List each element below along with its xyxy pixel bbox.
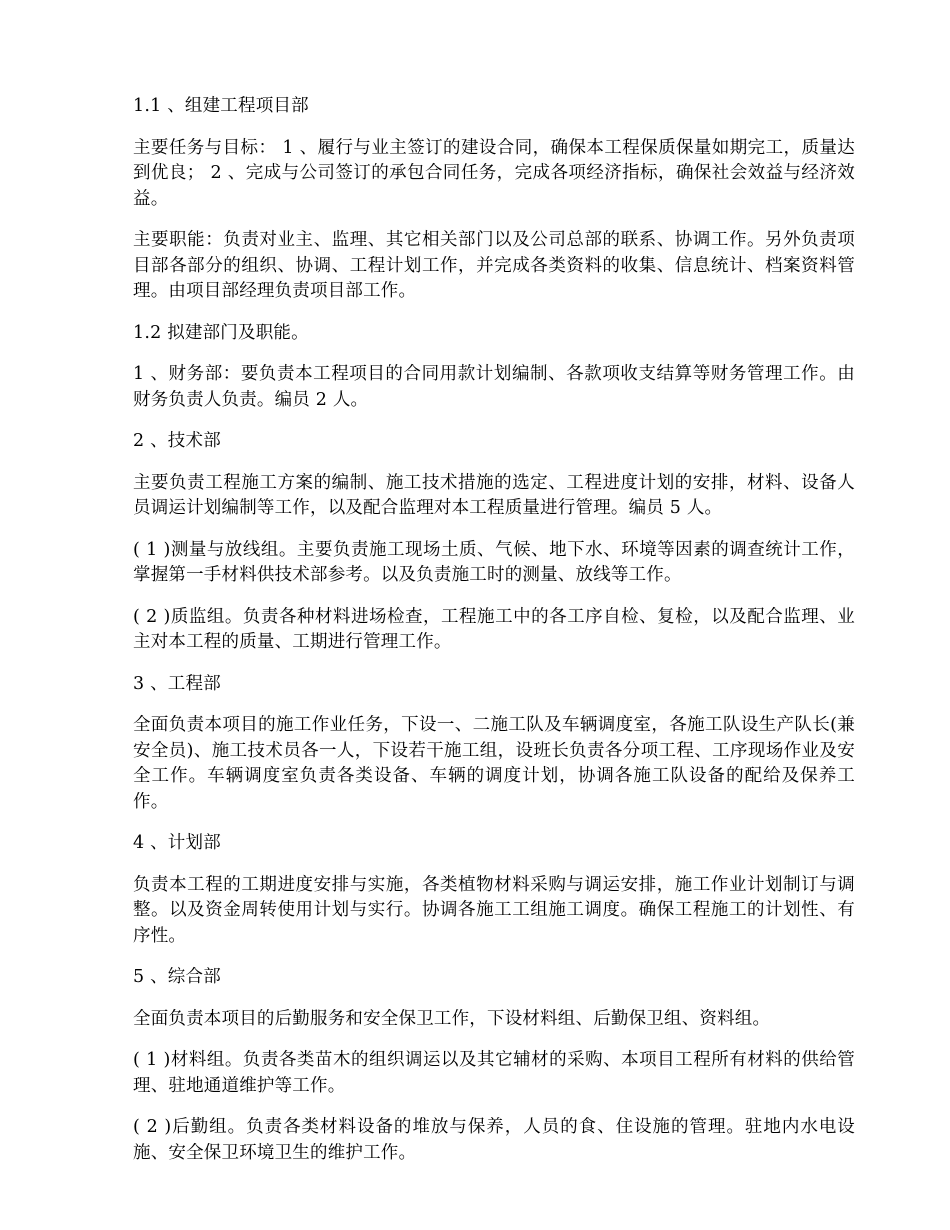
section-heading-1-1: 1.1 、组建工程项目部 xyxy=(133,96,309,116)
planning-dept-paragraph: 负责本工程的工期进度安排与实施，各类植物材料采购与调运安排，施工作业计划制订与调整。以及资金周转使用计划与实行。协调各施工工组施工调度。确保工程施工的计划性、有序性。 xyxy=(133,874,855,946)
general-dept-paragraph: 全面负责本项目的后勤服务和安全保卫工作，下设材料组、后勤保卫组、资料组。 xyxy=(133,1008,771,1029)
quality-group-paragraph: ( 2 )质监组。负责各种材料进场检查，工程施工中的各工序自检、复检，以及配合监理、业主对本工程的质量、工期进行管理工作。 xyxy=(133,606,855,652)
section-heading-1-2: 1.2 拟建部门及职能。 xyxy=(133,322,309,343)
engineering-dept-paragraph: 全面负责本项目的施工作业任务，下设一、二施工队及车辆调度室，各施工队设生产队长(兼安全员)、施工技术员各一人，下设若干施工组，设班长负责各分项工程、工序现场作业及安全工作。车辆调度室负责各类设备、车辆的调度计划，协调各施工队设备的配给及保养工作。 xyxy=(133,715,855,812)
main-functions-paragraph: 主要职能：负责对业主、监理、其它相关部门以及公司总部的联系、协调工作。另外负责项目部各部分的组织、协调、工程计划工作，并完成各类资料的收集、信息统计、档案资料管理。由项目部经理负责项目部工作。 xyxy=(133,230,855,301)
engineering-dept-heading: 3 、工程部 xyxy=(133,673,221,694)
document-body xyxy=(133,94,855,1182)
planning-dept-heading: 4 、计划部 xyxy=(133,833,221,853)
survey-group-paragraph: ( 1 )测量与放线组。主要负责施工现场土质、气候、地下水、环境等因素的调查统计工作，掌握第一手材料供技术部参考。以及负责施工时的测量、放线等工作。 xyxy=(133,539,855,585)
tech-dept-paragraph: 主要负责工程施工方案的编制、施工技术措施的选定、工程进度计划的安排，材料、设备人员调运计划编制等工作，以及配合监理对本工程质量进行管理。编员 5 人。 xyxy=(133,472,855,518)
logistics-group-paragraph: ( 2 )后勤组。负责各类材料设备的堆放与保养，人员的食、住设施的管理。驻地内水电设施、安全保卫环境卫生的维护工作。 xyxy=(133,1117,855,1163)
materials-group-paragraph: ( 1 )材料组。负责各类苗木的组织调运以及其它辅材的采购、本项目工程所有材料的供给管理、驻地通道维护等工作。 xyxy=(133,1050,855,1096)
tech-dept-heading: 2 、技术部 xyxy=(133,431,221,451)
finance-dept-paragraph: 1 、财务部：要负责本工程项目的合同用款计划编制、各款项收支结算等财务管理工作。由财务负责人负责。编员 2 人。 xyxy=(133,364,855,410)
general-dept-heading: 5 、综合部 xyxy=(133,967,221,987)
main-tasks-paragraph: 主要任务与目标： 1 、履行与业主签订的建设合同，确保本工程保质保量如期完工，质量达到优良； 2 、完成与公司签订的承包合同任务，完成各项经济指标，确保社会效益与经济效益。 xyxy=(133,137,855,209)
